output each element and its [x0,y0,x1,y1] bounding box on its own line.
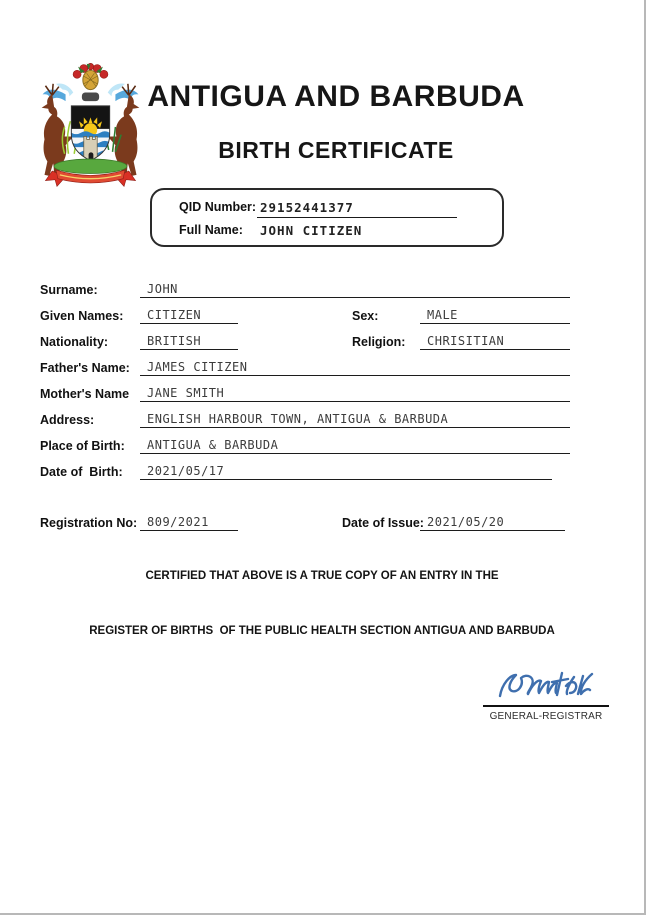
full-name-value: JOHN CITIZEN [260,223,363,238]
place-of-birth-field [140,436,570,454]
address-field [140,410,570,428]
fathers-name-field [140,358,570,376]
id-summary-box [150,188,504,247]
surname-value: JOHN [147,282,178,296]
nationality-value: BRITISH [147,334,202,348]
sex-value: MALE [427,308,458,322]
date-of-birth-label: Date of Birth: [40,465,123,479]
surname-field [140,280,570,298]
date-of-birth-value: 2021/05/17 [147,464,225,478]
given-names-label: Given Names: [40,309,124,323]
religion-field [420,332,570,350]
given-names-value: CITIZEN [147,308,202,322]
qid-number-label: QID Number: [179,200,257,214]
address-label: Address: [40,413,95,427]
religion-label: Religion: [352,335,406,349]
full-name-label: Full Name: [179,223,243,237]
address-value: ENGLISH HARBOUR TOWN, ANTIGUA & BARBUDA [147,412,449,426]
certification-line-1: CERTIFIED THAT ABOVE IS A TRUE COPY OF AN ENTRY IN THE [145,570,499,582]
registrar-signature [472,664,612,708]
date-of-issue-value: 2021/05/20 [427,515,505,529]
document-title: BIRTH CERTIFICATE [218,137,454,163]
registrar-title: GENERAL-REGISTRAR [489,711,603,722]
signature-line [483,705,609,707]
place-of-birth-value: ANTIGUA & BARBUDA [147,438,279,452]
mothers-name-value: JANE SMITH [147,386,225,400]
registration-no-field [140,513,238,531]
date-of-issue-label: Date of Issue: [342,516,424,530]
religion-value: CHRISITIAN [427,334,505,348]
fathers-name-value: JAMES CITIZEN [147,360,248,374]
sex-label: Sex: [352,309,379,323]
date-of-birth-field [140,462,552,480]
qid-number-underline [257,199,457,218]
registration-no-value: 809/2021 [147,515,209,529]
qid-number-value: 29152441377 [260,200,354,215]
date-of-issue-field [420,513,565,531]
nationality-field [140,332,238,350]
registration-no-label: Registration No: [40,516,138,530]
surname-label: Surname: [40,283,98,297]
place-of-birth-label: Place of Birth: [40,439,125,453]
given-names-field [140,306,238,324]
sex-field [420,306,570,324]
certification-line-2: REGISTER OF BIRTHS OF THE PUBLIC HEALTH SECTION ANTIGUA AND BARBUDA [89,625,555,637]
fathers-name-label: Father's Name: [40,361,130,375]
country-title: ANTIGUA AND BARBUDA [147,80,525,113]
signature-stroke [500,673,592,696]
mothers-name-label: Mother's Name [40,387,130,401]
mothers-name-field [140,384,570,402]
nationality-label: Nationality: [40,335,109,349]
